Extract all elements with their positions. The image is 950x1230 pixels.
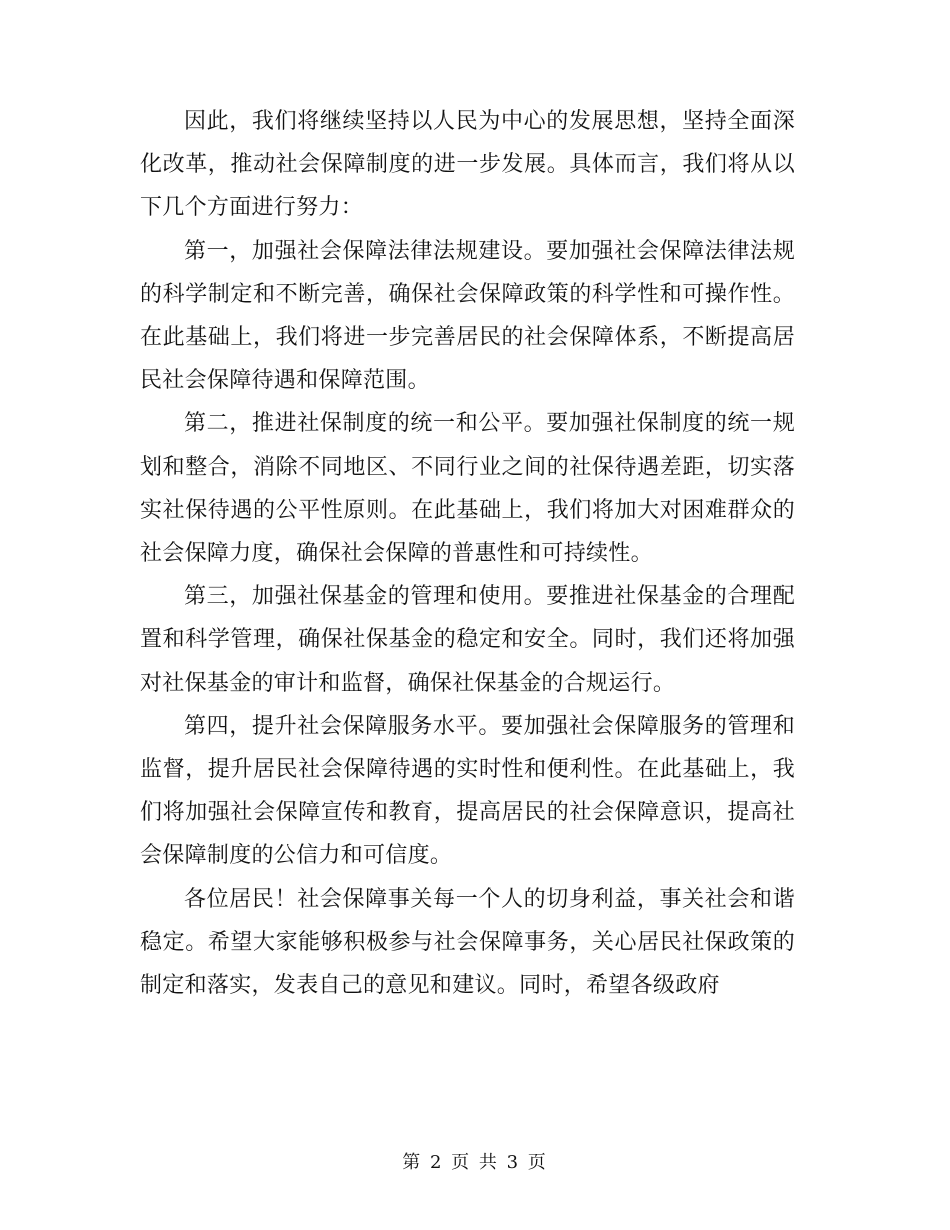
document-body bbox=[140, 100, 795, 1007]
paragraph-first-point: 第一，加强社会保障法律法规建设。要加强社会保障法律法规的科学制定和不断完善，确保社会保障政策的科学性和可操作性。在此基础上，我们将进一步完善居民的社会保障体系，不断提高居民社会保障待遇和保障范围。 bbox=[140, 238, 795, 394]
paragraph-fourth-point: 第四，提升社会保障服务水平。要加强社会保障服务的管理和监督，提升居民社会保障待遇的实时性和便利性。在此基础上，我们将加强社会保障宣传和教育，提高居民的社会保障意识，提高社会保障制度的公信力和可信度。 bbox=[140, 713, 795, 869]
paragraph-third-point: 第三，加强社保基金的管理和使用。要推进社保基金的合理配置和科学管理，确保社保基金的稳定和安全。同时，我们还将加强对社保基金的审计和监督，确保社保基金的合规运行。 bbox=[140, 584, 795, 696]
paragraph-appeal: 各位居民！社会保障事关每一个人的切身利益，事关社会和谐稳定。希望大家能够积极参与社会保障事务，关心居民社保政策的制定和落实，发表自己的意见和建议。同时，希望各级政府 bbox=[140, 886, 795, 999]
paragraph-intro: 因此，我们将继续坚持以人民为中心的发展思想，坚持全面深化改革，推动社会保障制度的进一步发展。具体而言，我们将从以下几个方面进行努力： bbox=[140, 109, 795, 221]
page-number-footer: 第 2 页 共 3 页 bbox=[402, 1152, 548, 1173]
paragraph-second-point: 第二，推进社保制度的统一和公平。要加强社保制度的统一规划和整合，消除不同地区、不同行业之间的社保待遇差距，切实落实社保待遇的公平性原则。在此基础上，我们将加大对困难群众的社会保障力度，确保社会保障的普惠性和可持续性。 bbox=[140, 411, 795, 567]
